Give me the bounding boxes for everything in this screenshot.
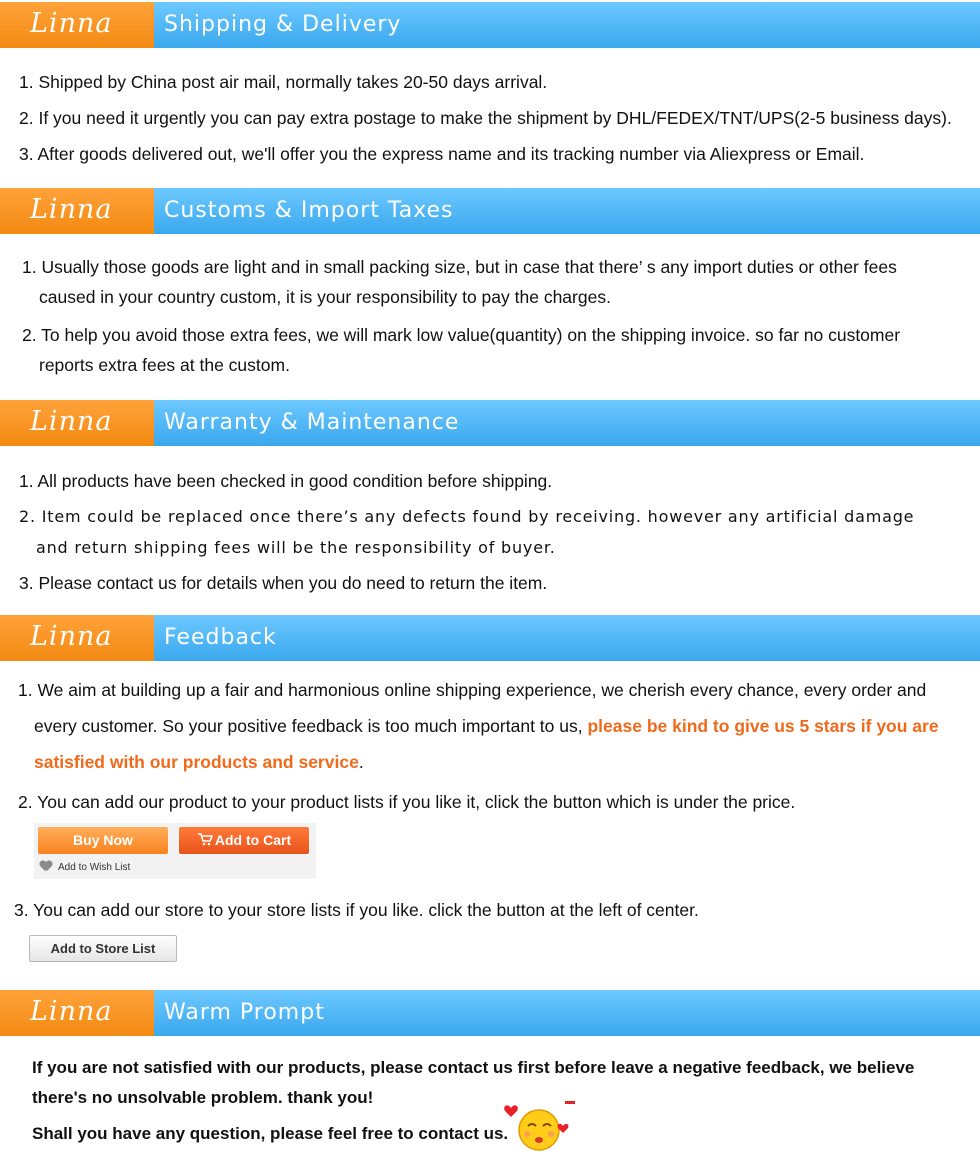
feedback-text: every customer. So your positive feedback is too much important to us, [34,716,588,736]
add-to-store-list-button[interactable]: Add to Store List [29,935,177,962]
product-button-panel [34,823,316,879]
list-item: 3. You can add our store to your store lists if you like. click the button at the left of center. [14,900,699,920]
list-item: 1. Shipped by China post air mail, normally takes 20-50 days arrival. [19,72,548,92]
list-item: 2. To help you avoid those extra fees, we will mark low value(quantity) on the shipping invoice. so far no customer [22,325,901,345]
list-item: 1. We aim at building up a fair and harmonious online shipping experience, we cherish every chance, every order and [18,680,927,700]
section-title: Warranty & Maintenance [164,410,460,435]
section-title: Customs & Import Taxes [164,198,454,223]
prompt-line: there's no unsolvable problem. thank you! [32,1088,374,1107]
list-item: 3. After goods delivered out, we'll offer you the express name and its tracking number via Aliexpress or Email. [19,144,865,164]
prompt-line: Shall you have any question, please feel free to contact us. [32,1124,509,1143]
section-title: Warm Prompt [164,1000,325,1025]
section-header-shipping [0,2,980,48]
list-item: 3. Please contact us for details when you do need to return the item. [19,573,548,593]
prompt-line: If you are not satisfied with our products, please contact us first before leave a negative feedback, we believe [32,1058,915,1077]
section-title: Shipping & Delivery [164,12,402,37]
highlight-text: please be kind to give us 5 stars if you are [587,716,939,736]
highlight-text: satisfied with our products and service [34,752,359,772]
brand-logo: Linna [30,996,113,1027]
list-item: 1. All products have been checked in good condition before shipping. [19,471,553,491]
list-item: 1. Usually those goods are light and in small packing size, but in case that there’ s any import duties or other fees [22,257,897,277]
heart-icon [40,861,52,871]
list-item [34,752,364,773]
section-header-warranty [0,400,980,446]
period-text: . [358,752,364,772]
list-item: caused in your country custom, it is your responsibility to pay the charges. [39,287,611,307]
section-header-warm-prompt [0,990,980,1036]
list-item: 2. If you need it urgently you can pay extra postage to make the shipment by DHL/FEDEX/TNT/UPS(2-5 business days). [19,108,952,128]
section-title: Feedback [164,625,277,650]
add-to-cart-label: Add to Cart [214,832,292,848]
add-to-wish-list-link[interactable] [40,861,130,873]
wish-list-label: Add to Wish List [58,862,131,873]
list-item: 2. Item could be replaced once there’s any defects found by receiving. however any artificial damage [19,507,915,526]
list-item: and return shipping fees will be the responsibility of buyer. [36,538,556,557]
buy-now-button[interactable]: Buy Now [38,827,168,854]
brand-logo: Linna [30,621,113,652]
list-item: 2. You can add our product to your product lists if you like it, click the button which is under the price. [18,792,796,812]
cart-icon [197,833,213,846]
smiley-kiss-icon [503,1096,579,1156]
section-header-customs [0,188,980,234]
brand-logo: Linna [30,406,113,437]
brand-logo: Linna [30,8,113,39]
list-item: reports extra fees at the custom. [39,355,290,375]
brand-logo: Linna [30,194,113,225]
section-header-feedback [0,615,980,661]
list-item [34,716,939,737]
add-to-cart-button[interactable] [179,827,309,854]
